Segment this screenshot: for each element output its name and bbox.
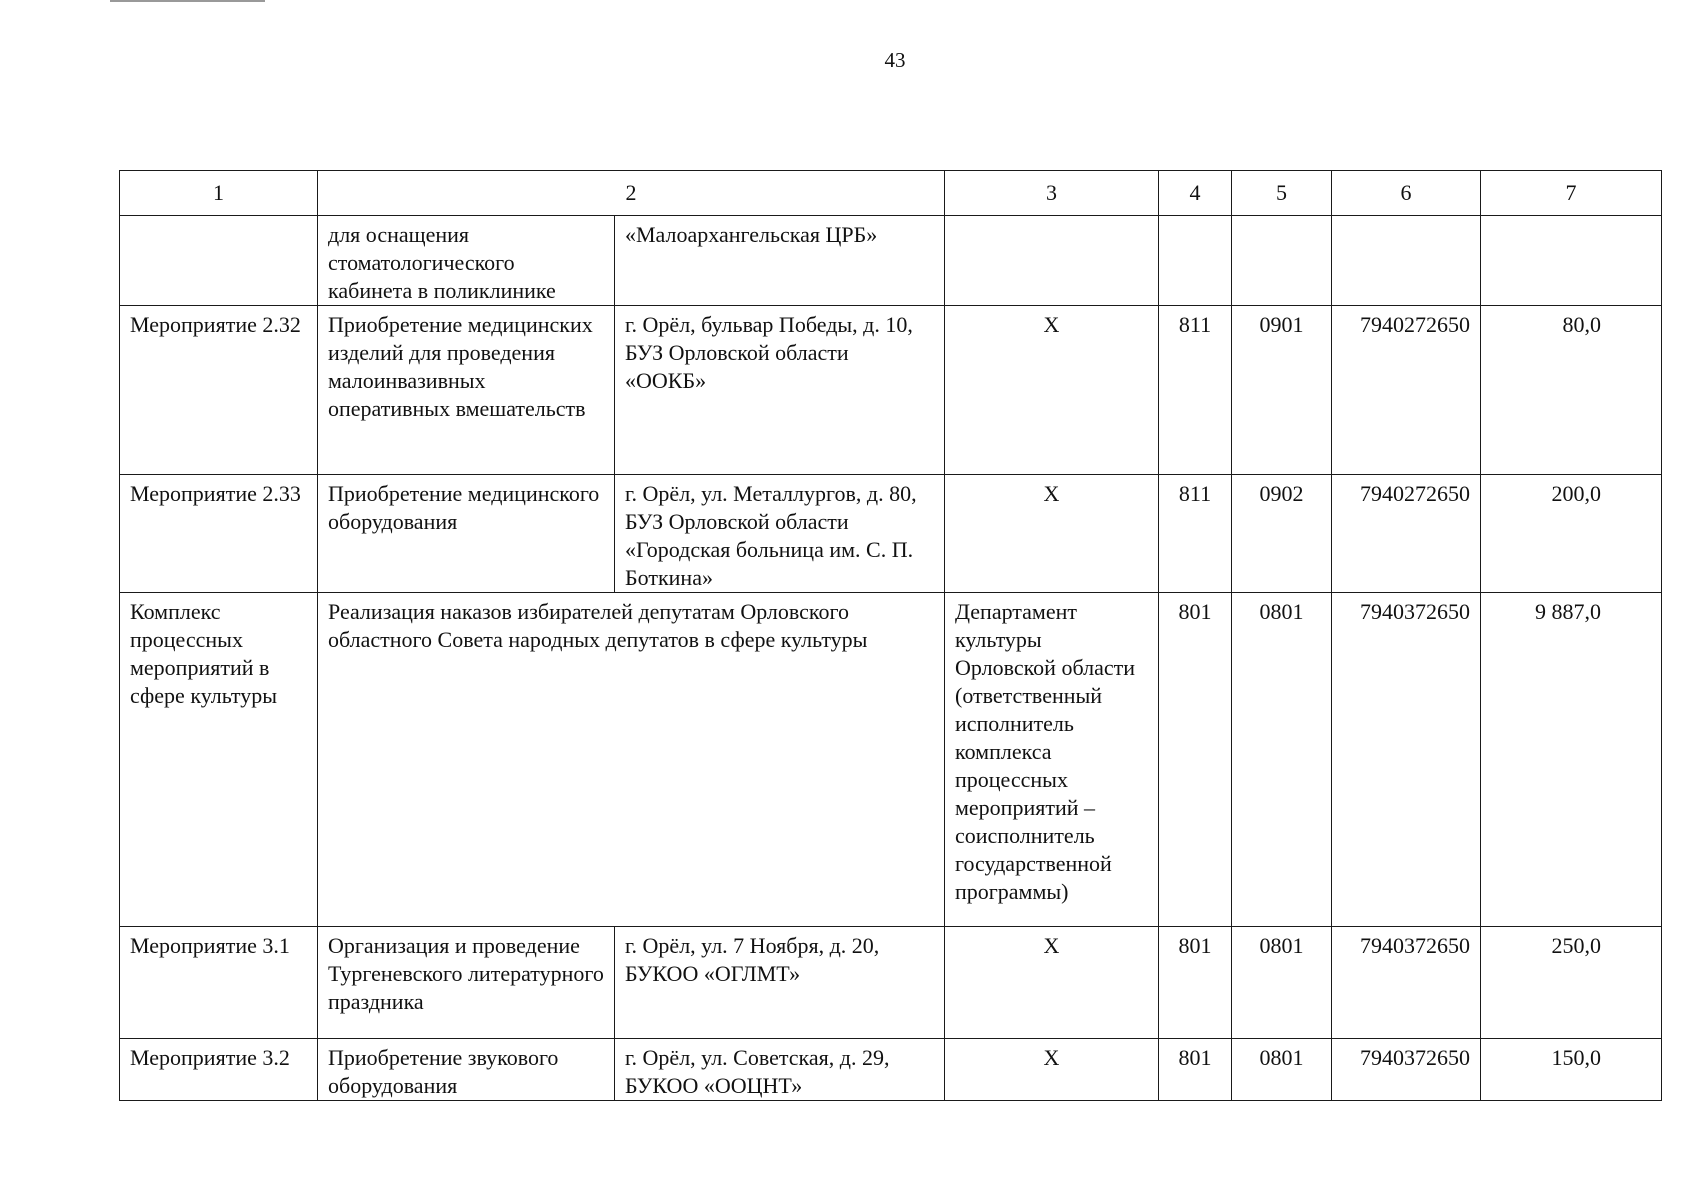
column-header-7: 7	[1481, 171, 1662, 216]
row-executor: Х	[945, 306, 1159, 475]
column-header-1: 1	[120, 171, 318, 216]
row-executor: Департамент культуры Орловской области (ответственный исполнитель комплекса процессных мероприятий – соисполнитель государственной программы)	[945, 593, 1159, 927]
scan-artifact-line	[110, 0, 265, 2]
table-row	[120, 1039, 1662, 1101]
row-c4: 801	[1159, 1039, 1232, 1101]
row-address: г. Орёл, бульвар Победы, д. 10, БУЗ Орловской области «ООКБ»	[615, 306, 945, 475]
row-c5: 0801	[1232, 927, 1332, 1039]
row-description: Приобретение медицинского оборудования	[318, 475, 615, 593]
table-row	[120, 475, 1662, 593]
row-c6	[1332, 216, 1481, 306]
row-executor: Х	[945, 927, 1159, 1039]
row-c5: 0901	[1232, 306, 1332, 475]
row-description: для оснащения стоматологического кабинета в поликлинике	[318, 216, 615, 306]
row-c4	[1159, 216, 1232, 306]
row-name: Комплекс процессных мероприятий в сфере культуры	[120, 593, 318, 927]
column-header-5: 5	[1232, 171, 1332, 216]
row-c5: 0902	[1232, 475, 1332, 593]
table-row	[120, 593, 1662, 927]
row-c5: 0801	[1232, 593, 1332, 927]
row-c5	[1232, 216, 1332, 306]
column-header-2: 2	[318, 171, 945, 216]
page-number: 43	[884, 48, 906, 72]
column-header-3: 3	[945, 171, 1159, 216]
row-address: г. Орёл, ул. 7 Ноября, д. 20, БУКОО «ОГЛМТ»	[615, 927, 945, 1039]
row-c7	[1481, 216, 1662, 306]
row-c5: 0801	[1232, 1039, 1332, 1101]
row-executor: Х	[945, 475, 1159, 593]
row-description: Приобретение звукового оборудования	[318, 1039, 615, 1101]
row-c4: 801	[1159, 593, 1232, 927]
row-c7: 200,0	[1481, 475, 1662, 593]
row-name: Мероприятие 2.32	[120, 306, 318, 475]
row-c6: 7940372650	[1332, 1039, 1481, 1101]
row-c7: 150,0	[1481, 1039, 1662, 1101]
row-name	[120, 216, 318, 306]
row-c6: 7940372650	[1332, 593, 1481, 927]
row-address: «Малоархангельская ЦРБ»	[615, 216, 945, 306]
row-c6: 7940272650	[1332, 475, 1481, 593]
row-c4: 801	[1159, 927, 1232, 1039]
row-name: Мероприятие 3.2	[120, 1039, 318, 1101]
row-c7: 9 887,0	[1481, 593, 1662, 927]
row-description: Реализация наказов избирателей депутатам Орловского областного Совета народных депутатов в сфере культуры	[318, 593, 945, 927]
row-name: Мероприятие 3.1	[120, 927, 318, 1039]
row-c6: 7940372650	[1332, 927, 1481, 1039]
row-description: Организация и проведение Тургеневского литературного праздника	[318, 927, 615, 1039]
row-c7: 250,0	[1481, 927, 1662, 1039]
table-row	[120, 306, 1662, 475]
row-description: Приобретение медицинских изделий для проведения малоинвазивных оперативных вмешательств	[318, 306, 615, 475]
row-c4: 811	[1159, 475, 1232, 593]
row-executor: Х	[945, 1039, 1159, 1101]
column-header-6: 6	[1332, 171, 1481, 216]
row-address: г. Орёл, ул. Металлургов, д. 80, БУЗ Орловской области «Городская больница им. С. П. Боткина»	[615, 475, 945, 593]
table-row	[120, 216, 1662, 306]
header-row	[120, 171, 1662, 216]
row-c7: 80,0	[1481, 306, 1662, 475]
row-c6: 7940272650	[1332, 306, 1481, 475]
row-address: г. Орёл, ул. Советская, д. 29, БУКОО «ООЦНТ»	[615, 1039, 945, 1101]
row-executor	[945, 216, 1159, 306]
budget-table	[119, 170, 1662, 1101]
row-c4: 811	[1159, 306, 1232, 475]
row-name: Мероприятие 2.33	[120, 475, 318, 593]
table-row	[120, 927, 1662, 1039]
column-header-4: 4	[1159, 171, 1232, 216]
